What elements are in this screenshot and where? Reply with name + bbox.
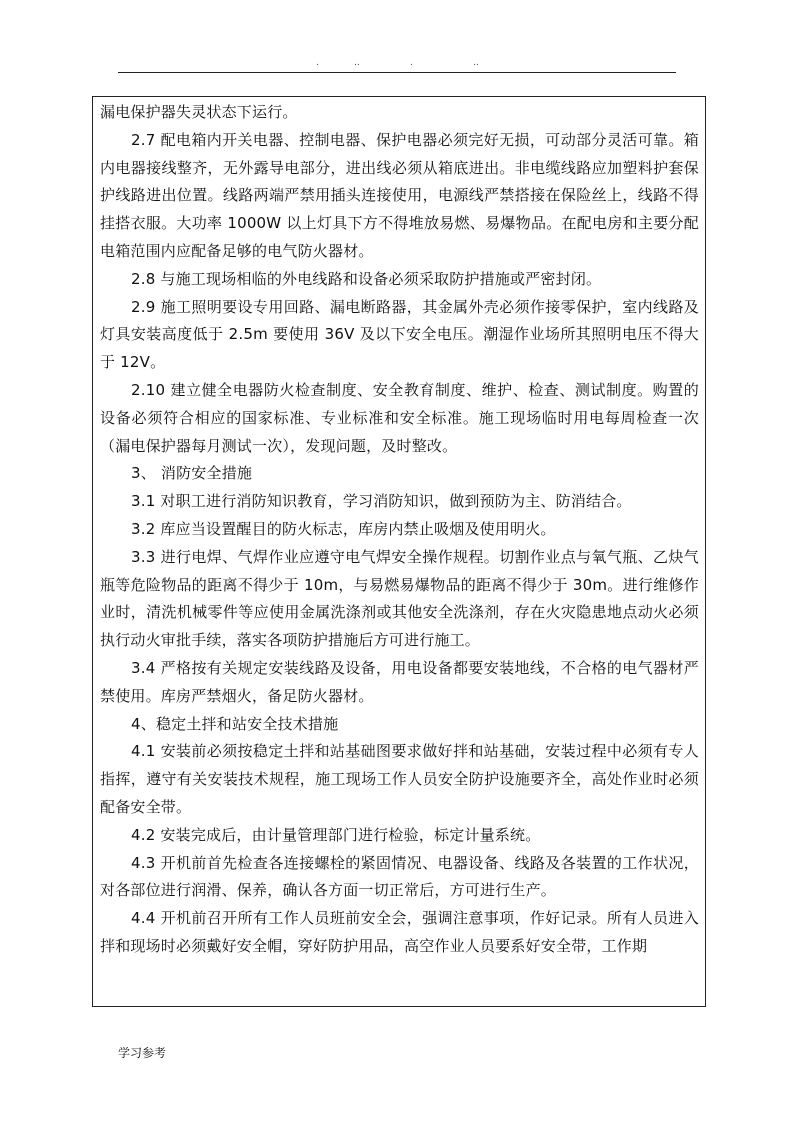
body-paragraph: 4.4 开机前召开所有工作人员班前安全会，强调注意事项，作好记录。所有人员进入拌和现场时必须戴好安全帽，穿好防护用品，高空作业人员要系好安全带，工作期 (100, 909, 699, 955)
body-paragraph: 4、稳定土拌和站安全技术措施 (131, 714, 339, 733)
document-frame (92, 96, 706, 1007)
footer-label: 学习参考 (118, 1046, 167, 1060)
body-paragraph: 2.8 与施工现场相临的外电线路和设备必须采取防护措施或严密封闭。 (131, 269, 602, 288)
header-mark: .. (473, 58, 479, 68)
header-mark: . (410, 58, 413, 68)
body-paragraph: 2.7 配电箱内开关电器、控制电器、保护电器必须完好无损，可动部分灵活可靠。箱内电器接线整齐，无外露导电部分，进出线必须从箱底进出。非电缆线路应加塑料护套保护线路进出位置。线路两端严禁用插头连接使用，电源线严禁搭接在保险丝上，线路不得挂搭衣服。大功率 1000W 以上灯具下方不得堆放易燃、易爆物品。在配电房和主要分配电箱范围内应配备足够的电气防火器材。 (100, 130, 699, 260)
body-paragraph: 4.1 安装前必须按稳定土拌和站基础图要求做好拌和站基础，安装过程中必须有专人指挥，遵守有关安装技术规程，施工现场工作人员安全防护设施要齐全，高处作业时必须配备安全带。 (100, 742, 699, 816)
header-mark: . (316, 58, 319, 68)
document-body (93, 97, 705, 961)
body-paragraph: 2.9 施工照明要设专用回路、漏电断路器，其金属外壳必须作接零保护，室内线路及灯具安装高度低于 2.5m 要使用 36V 及以下安全电压。潮湿作业场所其照明电压不得大于 12V。 (100, 297, 699, 372)
body-paragraph: 4.2 安装完成后，由计量管理部门进行检验，标定计量系统。 (131, 825, 541, 844)
header-mark: .. (354, 58, 360, 68)
body-paragraph: 4.3 开机前首先检查各连接螺栓的紧固情况、电器设备、线路及各装置的工作状况，对各部位进行润滑、保养，确认各方面一切正常后，方可进行生产。 (100, 853, 699, 900)
body-paragraph: 3.2 库应当设置醒目的防火标志，库房内禁止吸烟及使用明火。 (131, 519, 556, 538)
body-paragraph: 3.3 进行电焊、气焊作业应遵守电气焊安全操作规程。切割作业点与氧气瓶、乙炔气瓶等危险物品的距离不得少于 10m，与易燃易爆物品的距离不得少于 30m。进行维修作业时，清洗机械零件等应使用金属洗涤剂或其他安全洗涤剂，存在火灾隐患地点动火必须执行动火审批手续，落实各项防护措施后方可进行施工。 (100, 547, 699, 650)
header-marks (0, 58, 794, 70)
body-paragraph: 3.4 严格按有关规定安装线路及设备，用电设备都要安装地线，不合格的电气器材严禁使用。库房严禁烟火，备足防火器材。 (100, 658, 699, 705)
body-paragraph: 2.10 建立健全电器防火检查制度、安全教育制度、维护、检查、测试制度。购置的设备必须符合相应的国家标准、专业标准和安全标准。施工现场临时用电每周检查一次（漏电保护器每月测试一次），发现问题，及时整改。 (100, 380, 699, 455)
body-paragraph: 漏电保护器失灵状态下运行。 (100, 103, 298, 121)
body-paragraph: 3、 消防安全措施 (131, 464, 253, 483)
body-paragraph: 3.1 对职工进行消防知识教育，学习消防知识，做到预防为主、防消结合。 (131, 492, 632, 511)
header-rule (118, 72, 676, 73)
